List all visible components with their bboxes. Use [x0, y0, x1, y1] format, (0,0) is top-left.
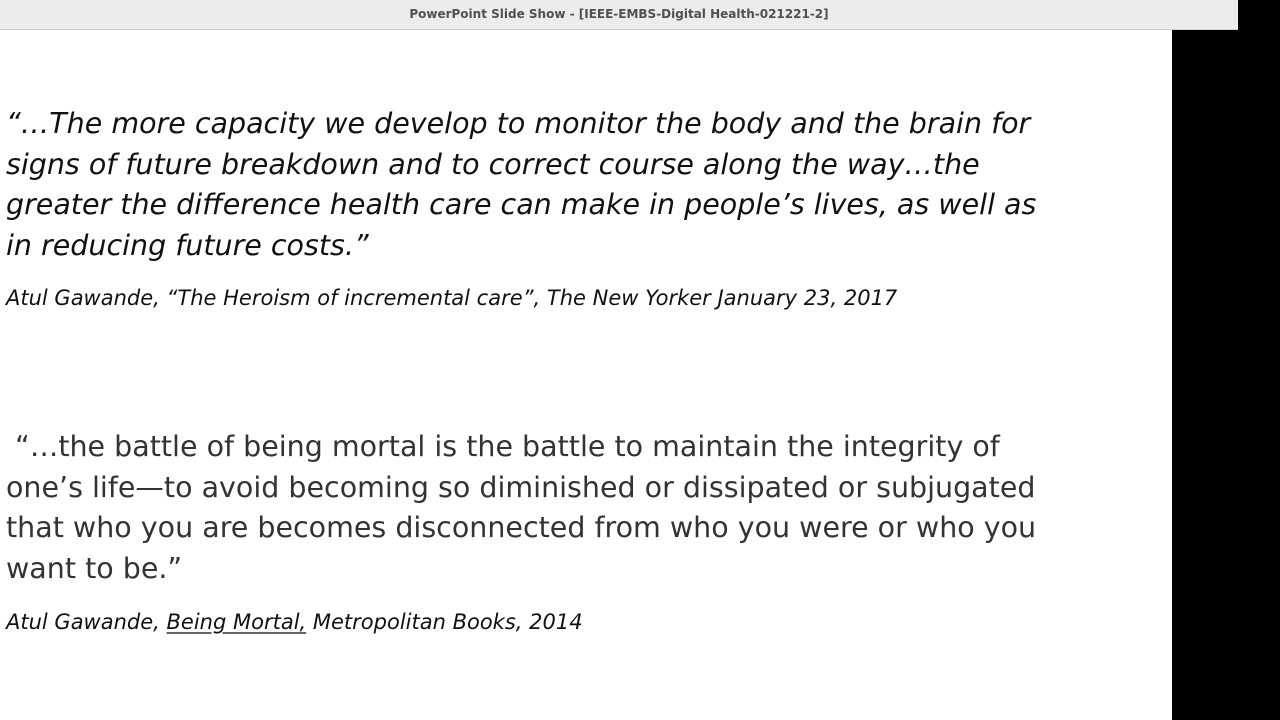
slide-canvas[interactable]: [0, 30, 1172, 720]
quote-being-mortal-line-2: one’s life—to avoid becoming so diminished or dissipated or subjugated: [6, 470, 1036, 504]
quote-being-mortal-line-4: want to be.”: [6, 551, 183, 585]
screen-edge-strip: [1238, 0, 1280, 720]
quote-monitoring-line-3: greater the difference health care can make in people’s lives, as well as: [6, 188, 1037, 221]
window-title: PowerPoint Slide Show - [IEEE-EMBS-Digital Health-021221-2]: [409, 7, 829, 21]
window-titlebar[interactable]: [0, 0, 1238, 30]
citation-being-mortal-author: Atul Gawande,: [6, 610, 167, 634]
quote-being-mortal-line-1: “…the battle of being mortal is the battle to maintain the integrity of: [6, 430, 1000, 463]
citation-being-mortal-title: Being Mortal,: [166, 610, 307, 634]
quote-monitoring-line-4: in reducing future costs.”: [6, 228, 369, 262]
quote-being-mortal: [6, 427, 1156, 589]
citation-being-mortal: [6, 608, 1156, 636]
quote-monitoring-line-1: “…The more capacity we develop to monitor the body and the brain for: [6, 107, 1031, 140]
citation-being-mortal-publisher: Metropolitan Books, 2014: [306, 610, 583, 634]
slide-letterbox-right: [1172, 30, 1238, 720]
quote-being-mortal-line-3: that who you are becomes disconnected from who you were or who you: [6, 511, 1037, 544]
quote-monitoring-line-2: signs of future breakdown and to correct course along the way…the: [6, 147, 980, 181]
quote-monitoring: [6, 104, 1156, 266]
citation-new-yorker: Atul Gawande, “The Heroism of incremental care”, The New Yorker January 23, 2017: [6, 286, 898, 310]
